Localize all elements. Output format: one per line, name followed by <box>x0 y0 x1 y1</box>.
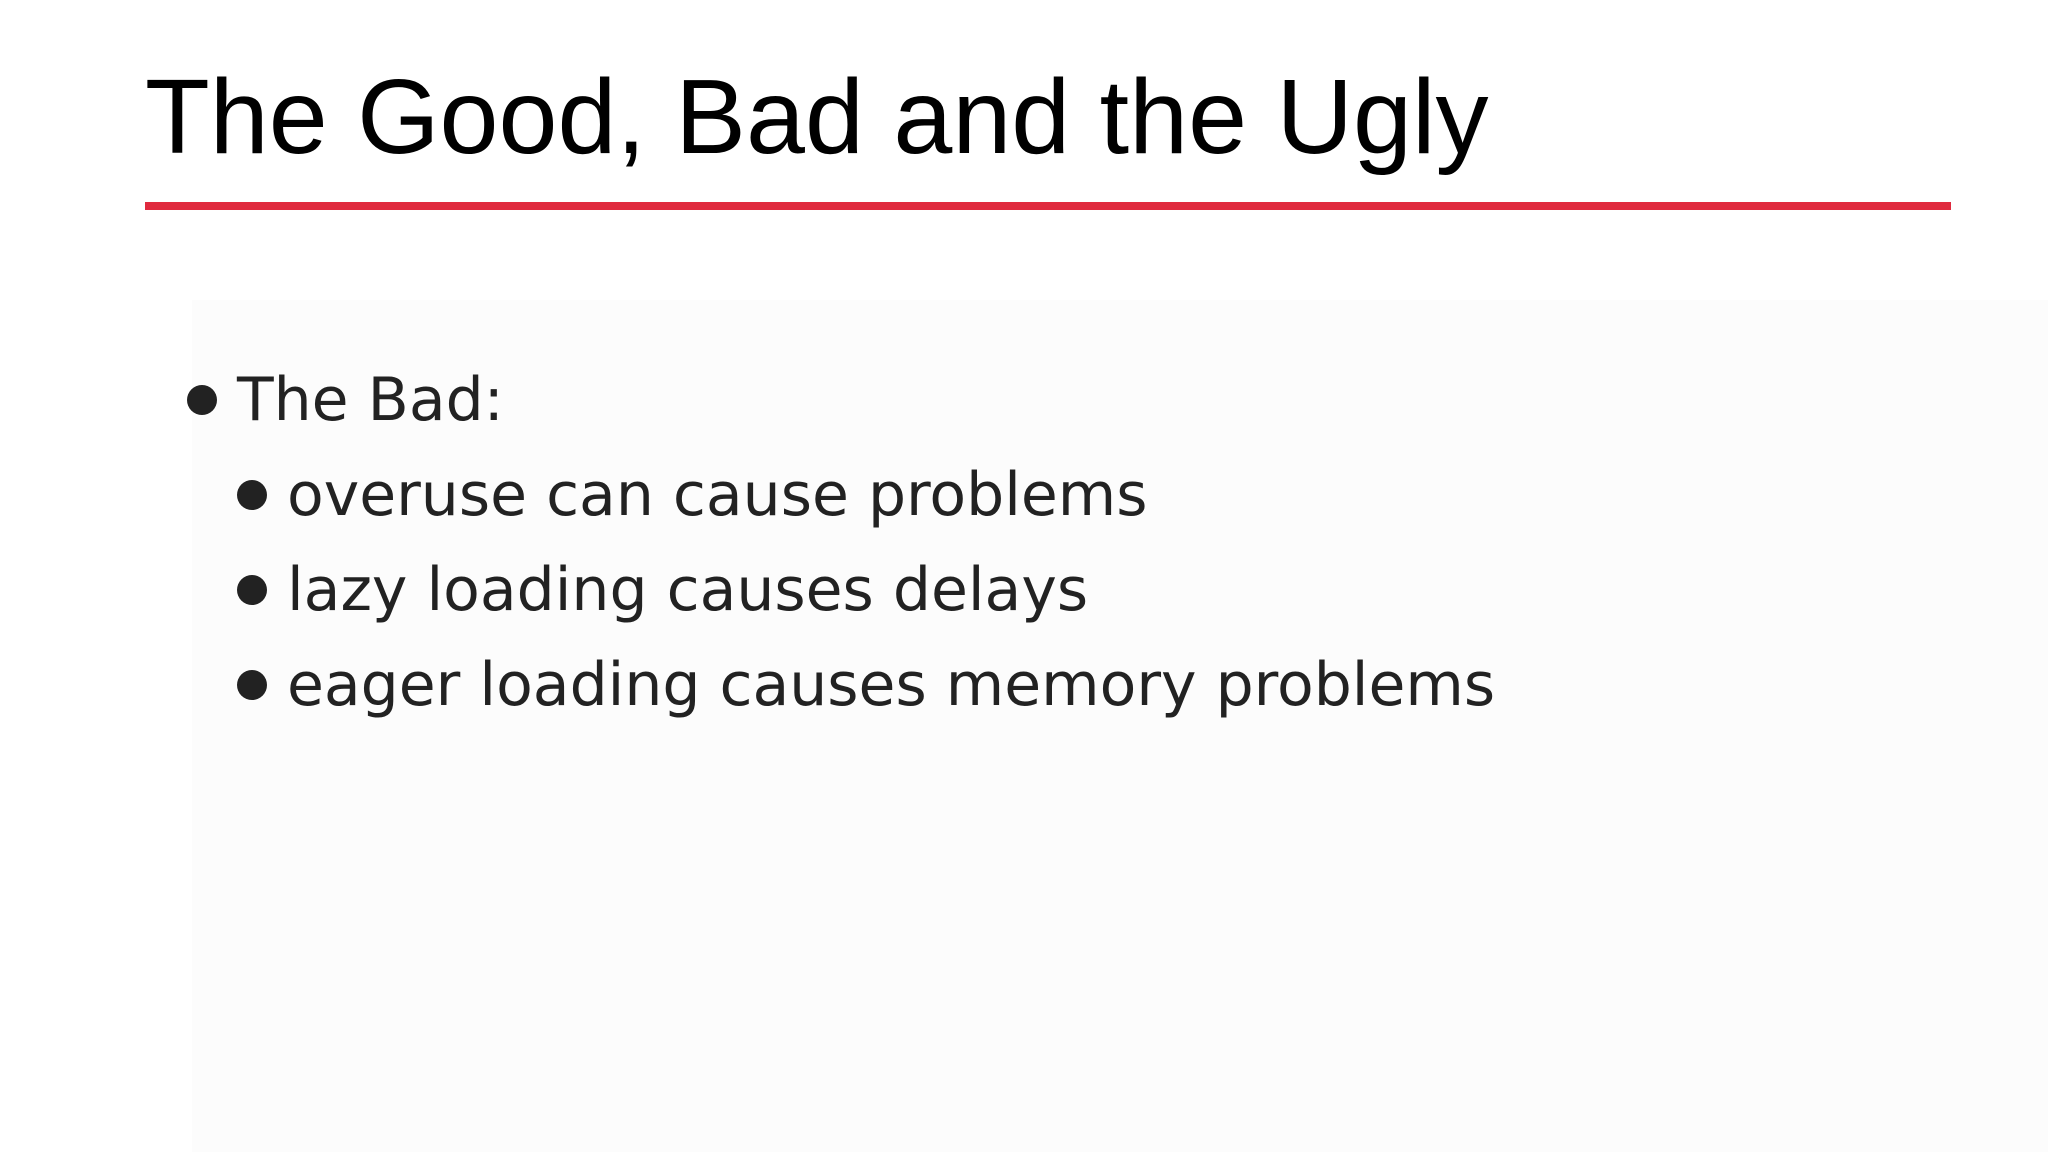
sub-bullet-item <box>237 550 1088 630</box>
bullet-dot-icon <box>187 385 217 415</box>
slide-title: The Good, Bad and the Ugly <box>145 58 1489 176</box>
sub-bullet-item <box>237 455 1147 535</box>
bullet-dot-icon <box>237 670 267 700</box>
sub-bullet-text: eager loading causes memory problems <box>287 650 1496 720</box>
bullet-dot-icon <box>237 575 267 605</box>
sub-bullet-item <box>237 645 1495 725</box>
sub-bullet-text: lazy loading causes delays <box>287 555 1089 625</box>
bullet-text: The Bad: <box>237 365 504 435</box>
bullet-dot-icon <box>237 480 267 510</box>
bullet-item <box>187 360 504 440</box>
sub-bullet-text: overuse can cause problems <box>287 460 1148 530</box>
